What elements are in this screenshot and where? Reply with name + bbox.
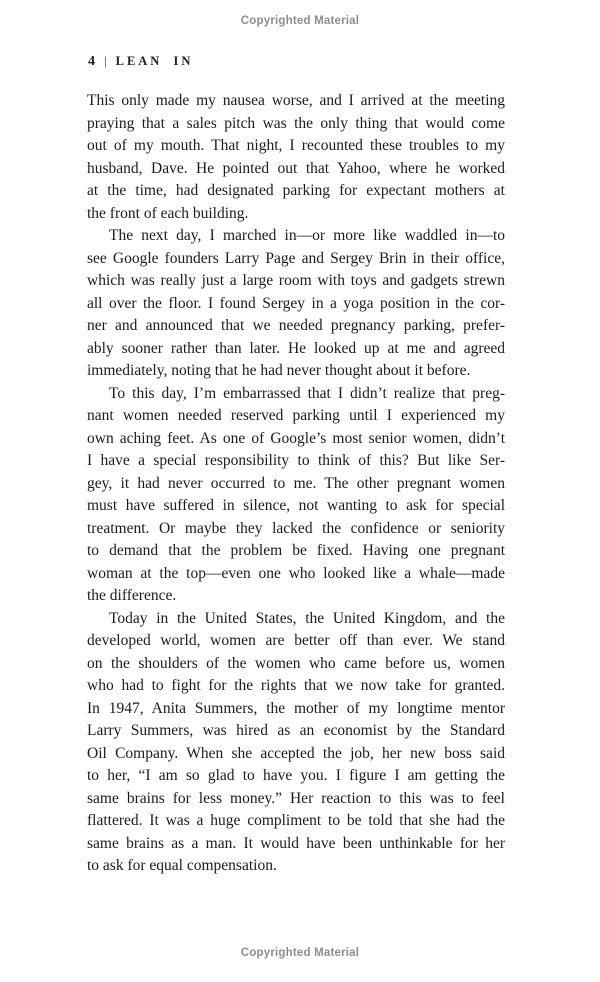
running-header	[88, 53, 193, 70]
text-line: to her, “I am so glad to have you. I figure I am getting the	[87, 767, 505, 784]
text-line: own aching feet. As one of Google’s most senior women, didn’t	[87, 429, 505, 447]
text-line: I have a special responsibility to think of this? But like Ser-	[87, 452, 505, 469]
text-line: on the shoulders of the women who came before us, women	[87, 654, 505, 672]
body-text	[87, 90, 505, 878]
text-line: same brains as a man. It would have been unthinkable for her	[87, 834, 505, 852]
text-line: Today in the United States, the United Kingdom, and the	[109, 609, 505, 627]
text-line: praying that a sales pitch was the only thing that would come	[87, 114, 505, 132]
header-separator: |	[104, 53, 107, 68]
text-line: the difference.	[87, 587, 177, 604]
text-line: to ask for equal compensation.	[87, 857, 277, 874]
text-line: same brains for less money.” Her reaction to this was to feel	[87, 789, 505, 807]
text-line: In 1947, Anita Summers, the mother of my longtime mentor	[87, 699, 505, 717]
text-line: gey, it had never occurred to me. The other pregnant women	[87, 474, 505, 492]
text-line: out of my mouth. That night, I recounted these troubles to my	[87, 137, 505, 154]
text-line: husband, Dave. He pointed out that Yahoo, where he worked	[87, 159, 505, 177]
text-line: This only made my nausea worse, and I arrived at the meeting	[87, 92, 505, 109]
copyright-notice-bottom: Copyrighted Material	[240, 947, 360, 959]
text-line: flattered. It was a huge compliment to be told that she had the	[87, 812, 505, 829]
page-number: 4	[88, 54, 95, 69]
text-line: see Google founders Larry Page and Sergey Brin in their office,	[87, 249, 505, 267]
text-line: nant women needed reserved parking until I experienced my	[87, 407, 505, 424]
text-line: developed world, women are better off than ever. We stand	[87, 632, 505, 649]
text-line: at the time, had designated parking for expectant mothers at	[87, 182, 505, 199]
text-line: Larry Summers, was hired as an economist by the Standard	[87, 722, 505, 739]
text-line: which was really just a large room with toys and gadgets strewn	[87, 272, 505, 289]
book-title: LEAN IN	[115, 54, 194, 68]
text-line: immediately, noting that he had never thought about it before.	[87, 362, 471, 379]
text-line: all over the floor. I found Sergey in a yoga position in the cor-	[87, 294, 505, 312]
text-line: treatment. Or maybe they lacked the confidence or seniority	[87, 519, 505, 537]
text-line: must have suffered in silence, not wanting to ask for special	[87, 497, 505, 514]
text-line: Oil Company. When she accepted the job, her new boss said	[87, 744, 505, 762]
copyright-notice-top: Copyrighted Material	[240, 15, 360, 27]
text-line: The next day, I marched in—or more like waddled in—to	[109, 227, 505, 244]
text-line: to demand that the problem be fixed. Having one pregnant	[87, 542, 505, 559]
text-line: who had to fight for the rights that we now take for granted.	[87, 677, 505, 694]
text-line: the front of each building.	[87, 204, 249, 222]
text-line: To this day, I’m embarrassed that I didn’t realize that preg-	[109, 384, 505, 402]
text-line: woman at the top—even one who looked like a whale—made	[87, 564, 505, 582]
text-line: ner and announced that we needed pregnancy parking, prefer-	[87, 317, 505, 334]
text-line: ably sooner rather than later. He looked up at me and agreed	[87, 339, 505, 357]
